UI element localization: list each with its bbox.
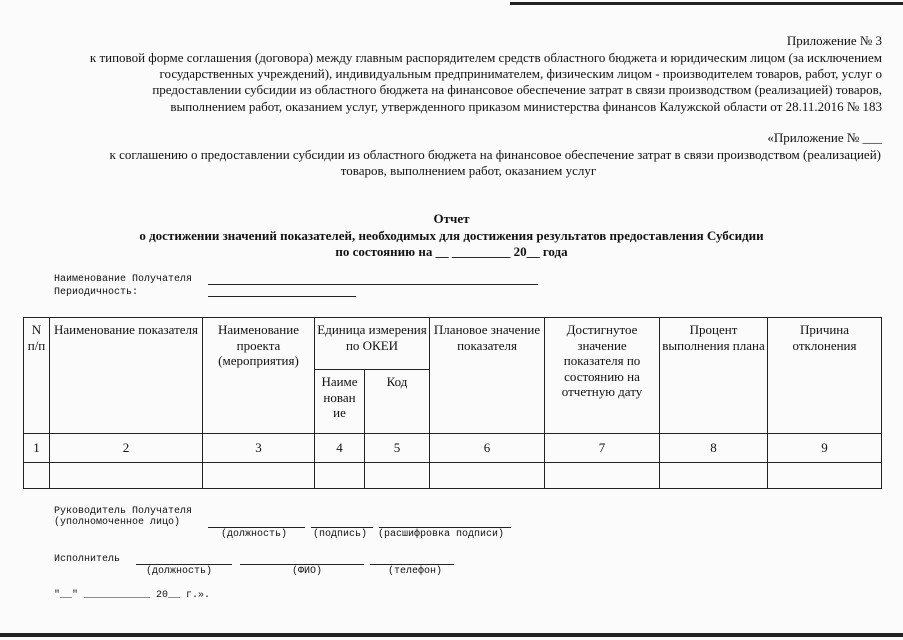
position-line [208, 527, 305, 528]
col-unit-name-header: Наиме нован ие [315, 370, 365, 434]
col-unit-code-header: Код [365, 370, 430, 434]
table-cell[interactable] [660, 463, 768, 489]
executor-label: Исполнитель [54, 554, 121, 565]
table-cell[interactable] [430, 463, 545, 489]
appendix-3-line: предоставлении субсидии из областного бюджета на финансовое обеспечение затрат в связи производством (реализацией) товаров, [152, 82, 882, 98]
periodicity-label: Периодичность: [54, 287, 139, 298]
recipient-name-line [208, 284, 538, 285]
appendix-n-line: к соглашению о предоставлении субсидии из областного бюджета на финансовое обеспечение затрат в связи производством (реализацией) [109, 147, 881, 162]
col-number: 2 [50, 434, 203, 463]
col-percent-header: Процент выполнения плана [660, 318, 768, 434]
recipient-name-label: Наименование Получателя [54, 274, 193, 285]
signature-caption: (подпись) [313, 529, 368, 540]
col-number: 3 [203, 434, 315, 463]
col-reason-header: Причина отклонения [768, 318, 882, 434]
report-title: Отчет [433, 211, 470, 226]
exec-fio-caption: (ФИО) [292, 566, 323, 577]
col-number: 8 [660, 434, 768, 463]
exec-position-line [136, 564, 232, 565]
decode-line [379, 527, 511, 528]
head-label-2: (уполномоченное лицо) [54, 517, 181, 528]
report-date-line: по состоянию на __ _________ 20__ года [335, 244, 568, 259]
position-caption: (должность) [221, 529, 288, 540]
col-achieved-header: Достигнутое значение показателя по состоянию на отчетную дату [545, 318, 660, 434]
col-number: 9 [768, 434, 882, 463]
head-label-1: Руководитель Получателя [54, 506, 193, 517]
table-cell[interactable] [315, 463, 365, 489]
table-cell[interactable] [203, 463, 315, 489]
table-row [24, 463, 882, 489]
col-num-header: N п/п [24, 318, 50, 434]
appendix-3-title: Приложение № 3 [786, 33, 882, 48]
exec-position-caption: (должность) [146, 566, 213, 577]
col-indicator-header: Наименование показателя [50, 318, 203, 434]
col-number: 7 [545, 434, 660, 463]
col-number: 4 [315, 434, 365, 463]
date-line: "__" ___________ 20__ г.». [54, 590, 211, 601]
appendix-n-text [26, 147, 881, 178]
report-subtitle: о достижении значений показателей, необходимых для достижения результатов предоставления Субсидии [139, 228, 764, 243]
appendix-n-line: товаров, выполнением работ, оказанием услуг [340, 162, 597, 178]
table-cell[interactable] [768, 463, 882, 489]
appendix-3-line: к типовой форме соглашения (договора) между главным распорядителем средств областного бюджета и юридическим лицом (за исключением [89, 50, 882, 65]
col-number: 1 [24, 434, 50, 463]
table-cell[interactable] [545, 463, 660, 489]
appendix-3-line: выполнением работ, оказанием услуг, утвержденного приказом министерства финансов Калужской области от 28.11.2016 № 183 [170, 98, 882, 114]
report-table [23, 317, 882, 489]
decode-caption: (расшифровка подписи) [378, 529, 505, 540]
appendix-n-title: «Приложение № ___ [767, 130, 882, 145]
signature-line [311, 527, 373, 528]
periodicity-line [208, 296, 356, 297]
table-cell[interactable] [24, 463, 50, 489]
exec-phone-line [370, 564, 454, 565]
table-cell[interactable] [50, 463, 203, 489]
scan-edge-top [510, 2, 903, 5]
col-project-header: Наименование проекта (мероприятия) [203, 318, 315, 434]
appendix-3-text [16, 50, 882, 115]
table-cell[interactable] [365, 463, 430, 489]
scan-edge-bottom [0, 633, 903, 637]
exec-fio-line [240, 564, 364, 565]
col-number: 6 [430, 434, 545, 463]
col-number: 5 [365, 434, 430, 463]
col-planned-header: Плановое значение показателя [430, 318, 545, 434]
appendix-3-line: государственных учреждений), индивидуальным предпринимателем, физическим лицом - производителем товаров, работ, услуг о [159, 66, 882, 82]
col-unit-header: Единица измерения по ОКЕИ [315, 318, 430, 370]
exec-phone-caption: (телефон) [388, 566, 443, 577]
